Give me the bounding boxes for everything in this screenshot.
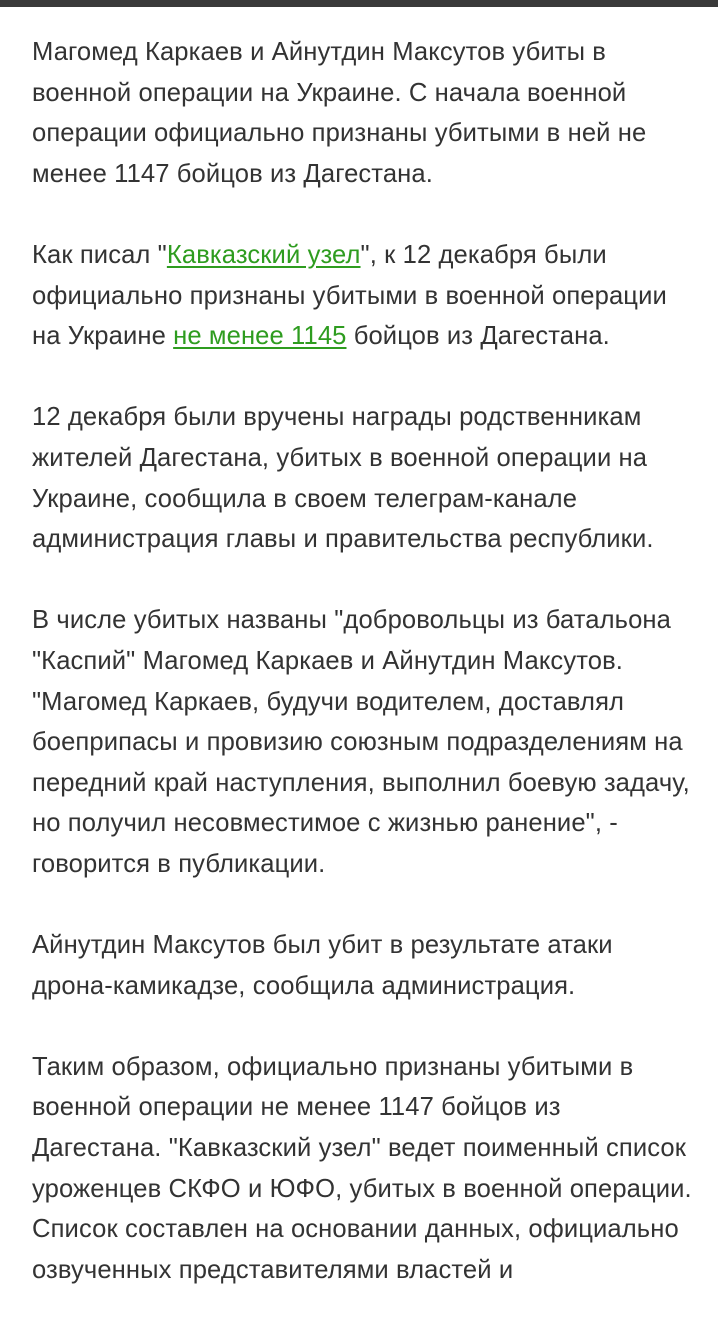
- kavkazsky-uzel-link[interactable]: Кавказский узел: [166, 240, 361, 269]
- paragraph-4: В числе убитых названы "добровольцы из батальона "Каспий" Магомед Каркаев и Айнутдин Максутов. "Магомед Каркаев, будучи водителем, доставлял боеприпасы и провизию союзным подразделениям на передний край наступления, выполнил боевую задачу, но получил несовместимое с жизнью ранение", - говорится в публикации.: [32, 606, 690, 878]
- top-status-strip: [0, 0, 718, 7]
- not-less-1145-link[interactable]: не менее 1145: [173, 322, 347, 351]
- paragraph-2-text-before: Как писал ": [32, 240, 167, 269]
- paragraph-5: Айнутдин Максутов был убит в результате атаки дрона-камикадзе, сообщила администрация.: [32, 931, 613, 1000]
- article-body: [32, 32, 692, 1331]
- paragraph-2: [32, 235, 692, 357]
- paragraph-2-text-after: бойцов из Дагестана.: [346, 322, 610, 351]
- paragraph-3: 12 декабря были вручены награды родственникам жителей Дагестана, убитых в военной операции на Украине, сообщила в своем телеграм-канале администрация главы и правительства республики.: [32, 403, 654, 554]
- paragraph-2-text-middle: ", к 12 декабря были официально признаны убитыми в военной операции на Украине: [32, 240, 667, 351]
- paragraph-6: Таким образом, официально признаны убитыми в военной операции не менее 1147 бойцов из Дагестана. "Кавказский узел" ведет поименный список уроженцев СКФО и ЮФО, убитых в военной операции. Список составлен на основании данных, официально озвученных представителями властей и: [32, 1052, 692, 1284]
- paragraph-1: Магомед Каркаев и Айнутдин Максутов убиты в военной операции на Украине. С начала военной операции официально признаны убитыми в ней не менее 1147 бойцов из Дагестана.: [32, 38, 647, 188]
